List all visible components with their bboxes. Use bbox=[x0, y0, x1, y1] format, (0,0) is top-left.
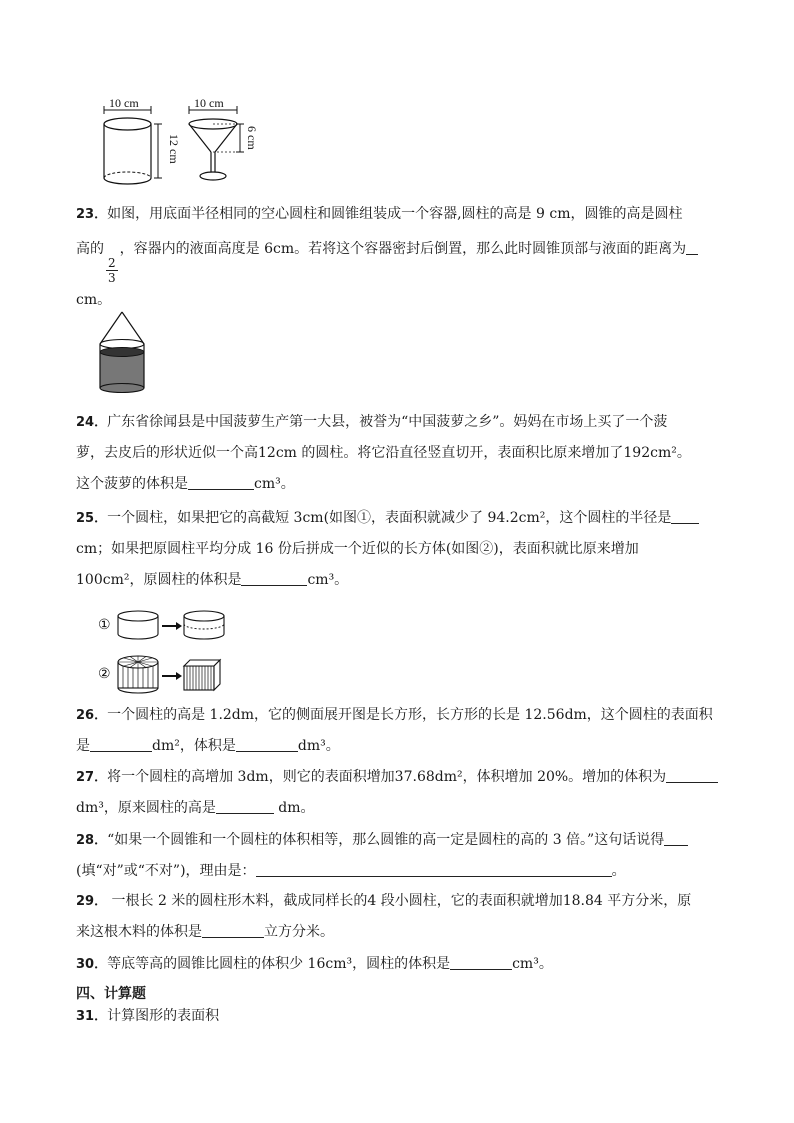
figure-label-2: ② bbox=[98, 667, 111, 682]
figure-label-1: ① bbox=[98, 618, 111, 633]
question-text: )，表面积就比原来增加 bbox=[493, 541, 639, 557]
question-text: cm；如果把原圆柱平均分成 16 份后拼成一个近似的长方体(如图 bbox=[76, 541, 480, 557]
question-text: (填“对”或“不对”)，理由是： bbox=[76, 863, 256, 879]
answer-blank[interactable] bbox=[188, 473, 254, 490]
figure-25 bbox=[96, 604, 266, 694]
answer-blank[interactable] bbox=[664, 829, 688, 846]
glass-height-label: 6 cm bbox=[245, 126, 259, 150]
question-27 bbox=[76, 762, 718, 824]
fraction-denominator: 3 bbox=[108, 271, 116, 285]
question-text: ，容器内的液面高度是 6cm。若将这个容器密封后倒置，那么此时圆锥顶部与液面的距离为 bbox=[119, 241, 687, 257]
question-text: 立方分米。 bbox=[264, 924, 334, 940]
question-text: cm³。 bbox=[307, 572, 349, 588]
question-number: 30． bbox=[76, 957, 108, 972]
question-24 bbox=[76, 407, 718, 500]
question-text: 高的 bbox=[76, 241, 104, 257]
question-26 bbox=[76, 700, 718, 762]
cylinder-and-glass-figure bbox=[96, 94, 276, 194]
question-text: cm。 bbox=[76, 292, 112, 308]
answer-blank[interactable] bbox=[450, 953, 512, 970]
answer-blank[interactable] bbox=[666, 766, 718, 783]
question-25 bbox=[76, 503, 718, 596]
question-text: 等底等高的圆锥比圆柱的体积少 16cm³，圆柱的体积是 bbox=[107, 956, 451, 972]
question-number: 23． bbox=[76, 207, 108, 222]
answer-blank[interactable] bbox=[236, 735, 298, 752]
question-number: 27． bbox=[76, 770, 108, 785]
section-heading: 四、计算题 bbox=[76, 986, 146, 1002]
cylinder-height-label: 12 cm bbox=[167, 134, 181, 164]
figure-ref-1: ① bbox=[357, 510, 372, 526]
question-text: “如果一个圆锥和一个圆柱的体积相等，那么圆锥的高一定是圆柱的高的 3 倍。”这句话说得 bbox=[107, 832, 665, 848]
question-text: 来这根木料的体积是 bbox=[76, 924, 202, 940]
question-number: 24． bbox=[76, 415, 108, 430]
question-text: cm³。 bbox=[254, 476, 295, 492]
question-31 bbox=[76, 1001, 718, 1032]
question-text: 是 bbox=[76, 738, 90, 754]
fraction-numerator: 2 bbox=[108, 256, 116, 270]
question-number: 26． bbox=[76, 708, 108, 723]
cone-cylinder-container-figure bbox=[96, 310, 156, 396]
question-text: 计算图形的表面积 bbox=[107, 1008, 220, 1024]
answer-blank[interactable] bbox=[90, 735, 152, 752]
question-number: 29． bbox=[76, 894, 108, 909]
question-text: dm。 bbox=[273, 800, 315, 816]
question-text: 萝，去皮后的形状近似一个高12cm 的圆柱。将它沿直径竖直切开，表面积比原来增加了192cm²。 bbox=[76, 445, 691, 461]
answer-blank[interactable] bbox=[256, 860, 612, 877]
question-30 bbox=[76, 949, 718, 980]
question-text: 如图，用底面半径相同的空心圆柱和圆锥组装成一个容器,圆柱的高是 9 cm，圆锥的高是圆柱 bbox=[107, 206, 683, 222]
question-number: 25． bbox=[76, 511, 108, 526]
answer-blank[interactable] bbox=[216, 797, 274, 814]
question-text: 一个圆柱的高是 1.2dm，它的侧面展开图是长方形，长方形的长是 12.56dm，这个圆柱的表面积 bbox=[107, 707, 713, 723]
question-text: 将一个圆柱的高增加 3dm，则它的表面积增加37.68dm²，体积增加 20%。增加的体积为 bbox=[107, 769, 667, 785]
question-number: 28． bbox=[76, 833, 108, 848]
question-text: 这个菠萝的体积是 bbox=[76, 476, 188, 492]
question-number: 31． bbox=[76, 1009, 108, 1024]
answer-blank[interactable] bbox=[202, 921, 264, 938]
question-text: 一个圆柱，如果把它的高截短 3cm(如图 bbox=[107, 510, 358, 526]
question-text: cm³。 bbox=[512, 956, 553, 972]
question-text: dm²，体积是 bbox=[152, 738, 236, 754]
question-28 bbox=[76, 825, 718, 887]
answer-blank[interactable] bbox=[686, 238, 698, 255]
question-text: 。 bbox=[611, 863, 626, 879]
fraction-two-thirds bbox=[106, 256, 118, 285]
question-text: 广东省徐闻县是中国菠萝生产第一大县，被誉为“中国菠萝之乡”。妈妈在市场上买了一个菠 bbox=[107, 414, 668, 430]
cylinder-width-label: 10 cm bbox=[109, 96, 139, 110]
figure-ref-2: ② bbox=[479, 541, 494, 557]
answer-blank[interactable] bbox=[241, 569, 307, 586]
question-29 bbox=[76, 886, 718, 948]
question-text: 一根长 2 米的圆柱形木料，截成同样长的4 段小圆柱，它的表面积就增加18.84 平方分米，原 bbox=[107, 893, 692, 909]
question-text: dm³。 bbox=[297, 738, 340, 754]
question-23 bbox=[76, 199, 718, 316]
question-text: 100cm²，原圆柱的体积是 bbox=[76, 572, 242, 588]
glass-width-label: 10 cm bbox=[194, 96, 224, 110]
question-text: dm³，原来圆柱的高是 bbox=[76, 800, 216, 816]
answer-blank[interactable] bbox=[671, 507, 699, 524]
question-text: ，表面积就减少了 94.2cm²，这个圆柱的半径是 bbox=[371, 510, 672, 526]
